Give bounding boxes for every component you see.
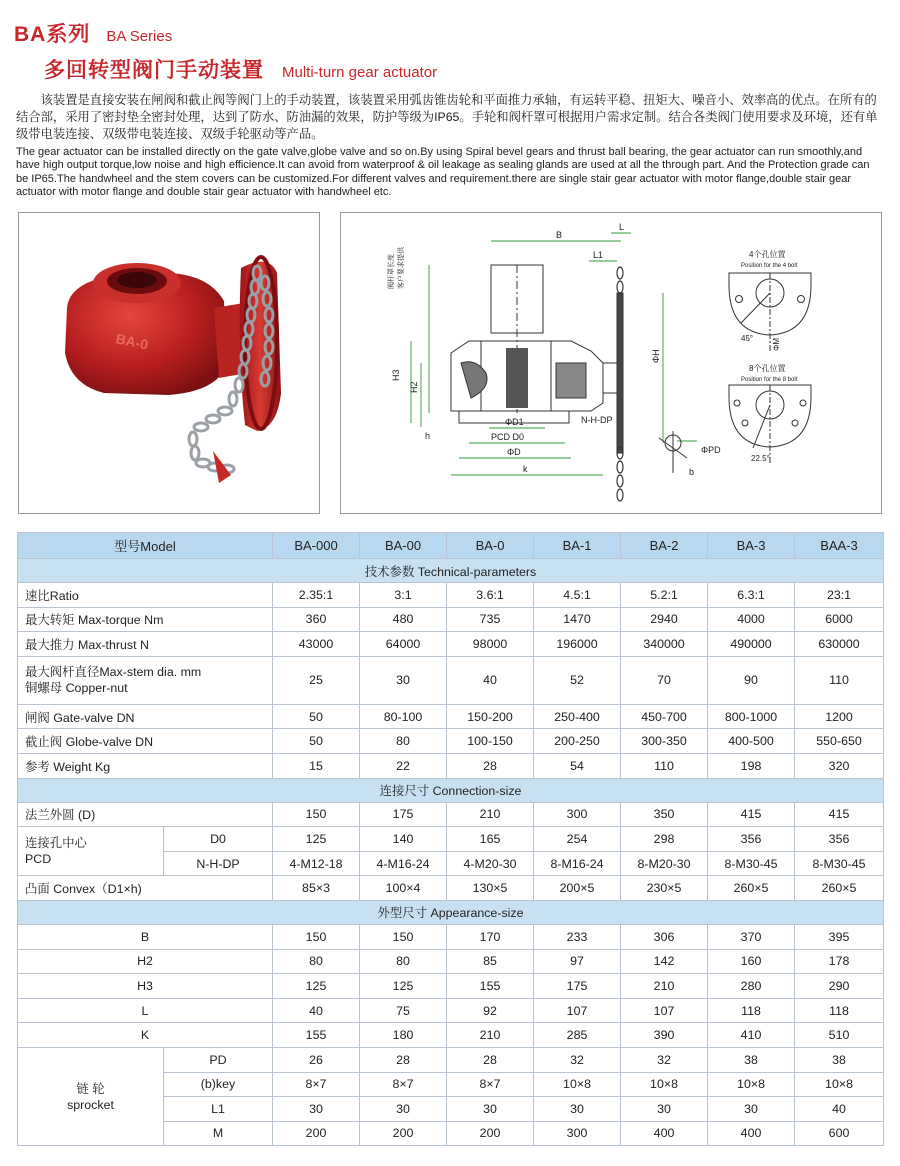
table-cell: 50 xyxy=(273,729,360,754)
table-cell: 254 xyxy=(534,827,621,852)
table-cell: 28 xyxy=(360,1047,447,1072)
label-phiD1: ΦD1 xyxy=(505,417,524,427)
table-cell: 350 xyxy=(621,802,708,827)
row-label: L xyxy=(18,998,273,1023)
table-cell: 480 xyxy=(360,607,447,632)
table-cell: 170 xyxy=(447,924,534,949)
table-cell: 360 xyxy=(273,607,360,632)
table-cell: 175 xyxy=(534,974,621,999)
row-label: 最大推力 Max-thrust N xyxy=(18,632,273,657)
table-cell: 340000 xyxy=(621,632,708,657)
table-cell: 196000 xyxy=(534,632,621,657)
table-cell: 180 xyxy=(360,1023,447,1048)
table-cell: 4000 xyxy=(708,607,795,632)
table-row xyxy=(18,632,884,657)
table-cell: 400 xyxy=(708,1121,795,1146)
table-cell: 4-M16-24 xyxy=(360,851,447,876)
table-cell: 3.6:1 xyxy=(447,583,534,608)
table-cell: 150 xyxy=(273,924,360,949)
table-row xyxy=(18,1047,884,1072)
table-cell: 8-M16-24 xyxy=(534,851,621,876)
table-row xyxy=(18,729,884,754)
table-cell: 356 xyxy=(795,827,884,852)
series-title-cn: BA系列 xyxy=(14,23,91,46)
description-en: The gear actuator can be installed directly on the gate valve,globe valve and so on.By using Spiral bevel gears and thrust ball bearing, the gear actuator can run smoothly,and have high output torque,low noise and high efficience.It can avoid from waterproof & oil leakage as sealing glands are used at all the through part. And the Protection grade can be IP65.The handwheel and the stem covers can be customized.For different valves and requirement.there are single stair gear actuator with motor flange,double stair gear actuator with motor flange and double stair gear actuator with handwheel etc. xyxy=(16,146,870,199)
table-cell: 8-M20-30 xyxy=(621,851,708,876)
section-row-appearance xyxy=(18,900,884,924)
table-row xyxy=(18,827,884,852)
table-row xyxy=(18,656,884,704)
table-row xyxy=(18,802,884,827)
spec-table xyxy=(17,532,884,1146)
table-cell: 4.5:1 xyxy=(534,583,621,608)
table-row xyxy=(18,704,884,729)
row-label: 法兰外圆 (D) xyxy=(18,802,273,827)
side-label-1: 阀杆罩长度 xyxy=(388,254,395,289)
model-col: BAA-3 xyxy=(795,533,884,559)
table-cell: 98000 xyxy=(447,632,534,657)
table-cell: 30 xyxy=(621,1097,708,1122)
table-cell: 30 xyxy=(447,1097,534,1122)
table-cell: 80 xyxy=(360,729,447,754)
table-cell: 198 xyxy=(708,753,795,778)
label-L: L xyxy=(619,222,625,232)
angle-22-label: 22.5° xyxy=(751,454,770,463)
table-cell: 54 xyxy=(534,753,621,778)
row-label-line: 链 轮 xyxy=(76,1081,105,1096)
row-label-line: 铜螺母 Copper-nut xyxy=(25,681,128,696)
table-cell: 280 xyxy=(708,974,795,999)
table-cell: 390 xyxy=(621,1023,708,1048)
table-cell: 118 xyxy=(708,998,795,1023)
table-cell: 260×5 xyxy=(795,876,884,901)
label-phiPD: ΦPD xyxy=(701,445,721,455)
table-cell: 80 xyxy=(360,949,447,974)
table-cell: 107 xyxy=(621,998,708,1023)
sub-label: (b)key xyxy=(164,1072,273,1097)
table-cell: 38 xyxy=(708,1047,795,1072)
phiM-label: ΦM xyxy=(772,337,781,351)
table-cell: 1200 xyxy=(795,704,884,729)
table-cell: 415 xyxy=(795,802,884,827)
table-cell: 22 xyxy=(360,753,447,778)
table-cell: 125 xyxy=(360,974,447,999)
angle-45-label: 45° xyxy=(741,334,754,343)
table-cell: 200 xyxy=(447,1121,534,1146)
section-title: 外型尺寸 Appearance-size xyxy=(18,900,884,924)
section-title: 技术参数 Technical-parameters xyxy=(18,559,884,583)
table-row xyxy=(18,924,884,949)
table-cell: 260×5 xyxy=(708,876,795,901)
table-cell: 450-700 xyxy=(621,704,708,729)
table-cell: 8×7 xyxy=(273,1072,360,1097)
table-cell: 118 xyxy=(795,998,884,1023)
table-cell: 110 xyxy=(621,753,708,778)
table-cell: 8-M30-45 xyxy=(708,851,795,876)
table-cell: 356 xyxy=(708,827,795,852)
table-row xyxy=(18,949,884,974)
table-cell: 8×7 xyxy=(447,1072,534,1097)
table-cell: 290 xyxy=(795,974,884,999)
label-b: b xyxy=(689,467,695,477)
table-cell: 43000 xyxy=(273,632,360,657)
row-label: 闸阀 Gate-valve DN xyxy=(18,704,273,729)
table-cell: 26 xyxy=(273,1047,360,1072)
side-label-2: 客户要求提供 xyxy=(398,247,405,289)
section-title: 连接尺寸 Connection-size xyxy=(18,778,884,802)
table-cell: 110 xyxy=(795,656,884,704)
table-cell: 300 xyxy=(534,802,621,827)
table-cell: 233 xyxy=(534,924,621,949)
table-cell: 150-200 xyxy=(447,704,534,729)
table-cell: 165 xyxy=(447,827,534,852)
table-cell: 30 xyxy=(360,656,447,704)
table-cell: 320 xyxy=(795,753,884,778)
table-row xyxy=(18,974,884,999)
table-cell: 40 xyxy=(447,656,534,704)
table-cell: 306 xyxy=(621,924,708,949)
row-label: 最大转矩 Max-torque Nm xyxy=(18,607,273,632)
table-cell: 140 xyxy=(360,827,447,852)
table-cell: 40 xyxy=(273,998,360,1023)
row-label xyxy=(18,1047,164,1145)
table-cell: 1470 xyxy=(534,607,621,632)
table-cell: 395 xyxy=(795,924,884,949)
bolt4-label-en: Position for the 4 bolt xyxy=(741,263,798,269)
table-cell: 30 xyxy=(360,1097,447,1122)
table-cell: 75 xyxy=(360,998,447,1023)
product-photo xyxy=(18,212,320,514)
description-cn: 该装置是直接安装在闸阀和截止阀等阀门上的手动装置，该装置采用弧齿锥齿轮和平面推力承轴，有运转平稳、扭矩大、噪音小、效率高的优点。在所有的结合部，采用了密封垫全密封处理，达到了防水、防油漏的效果，防护等级为IP65。手轮和阀杆罩可根据用户需求定制。结合各类阀门使用要求及环境，还有单级带电装连接、双级带电装连接、双级手轮驱动等产品。 xyxy=(16,93,878,141)
table-cell: 4-M20-30 xyxy=(447,851,534,876)
table-cell: 200×5 xyxy=(534,876,621,901)
series-heading xyxy=(14,18,172,48)
table-cell: 600 xyxy=(795,1121,884,1146)
product-heading xyxy=(44,54,437,84)
table-cell: 6.3:1 xyxy=(708,583,795,608)
row-label: 速比Ratio xyxy=(18,583,273,608)
row-label: 参考 Weight Kg xyxy=(18,753,273,778)
table-cell: 400 xyxy=(621,1121,708,1146)
table-row xyxy=(18,876,884,901)
table-cell: 38 xyxy=(795,1047,884,1072)
sub-label: D0 xyxy=(164,827,273,852)
table-cell: 250-400 xyxy=(534,704,621,729)
table-cell: 175 xyxy=(360,802,447,827)
table-cell: 5.2:1 xyxy=(621,583,708,608)
table-cell: 210 xyxy=(447,802,534,827)
label-phiH: ΦH xyxy=(651,349,661,363)
table-cell: 3:1 xyxy=(360,583,447,608)
sub-label: M xyxy=(164,1121,273,1146)
section-row-connection xyxy=(18,778,884,802)
row-label-line: PCD xyxy=(25,852,52,867)
product-title-cn: 多回转型阀门手动装置 xyxy=(44,59,264,82)
table-cell: 200 xyxy=(360,1121,447,1146)
table-cell: 630000 xyxy=(795,632,884,657)
label-B: B xyxy=(556,230,563,240)
table-cell: 97 xyxy=(534,949,621,974)
label-nhdp: N-H-DP xyxy=(581,415,613,425)
table-cell: 92 xyxy=(447,998,534,1023)
row-label xyxy=(18,827,164,876)
row-label: H2 xyxy=(18,949,273,974)
table-cell: 735 xyxy=(447,607,534,632)
table-cell: 8-M30-45 xyxy=(795,851,884,876)
table-cell: 150 xyxy=(360,924,447,949)
label-pcd-d0: PCD D0 xyxy=(491,432,525,442)
model-col: BA-3 xyxy=(708,533,795,559)
table-cell: 178 xyxy=(795,949,884,974)
table-cell: 298 xyxy=(621,827,708,852)
table-cell: 107 xyxy=(534,998,621,1023)
row-label: H3 xyxy=(18,974,273,999)
table-cell: 210 xyxy=(621,974,708,999)
table-cell: 40 xyxy=(795,1097,884,1122)
label-k: k xyxy=(523,464,528,474)
table-cell: 300 xyxy=(534,1121,621,1146)
table-row xyxy=(18,607,884,632)
row-label: K xyxy=(18,1023,273,1048)
table-cell: 50 xyxy=(273,704,360,729)
gear-actuator-illustration xyxy=(19,213,320,514)
table-row xyxy=(18,753,884,778)
table-cell: 130×5 xyxy=(447,876,534,901)
table-cell: 28 xyxy=(447,1047,534,1072)
dimension-drawing xyxy=(341,213,882,514)
model-col: BA-2 xyxy=(621,533,708,559)
bolt8-label-en: Position for the 8 bolt xyxy=(741,377,798,383)
table-cell: 23:1 xyxy=(795,583,884,608)
row-label-line: sprocket xyxy=(67,1097,114,1112)
table-cell: 490000 xyxy=(708,632,795,657)
table-header-row xyxy=(18,533,884,559)
row-label: 凸面 Convex（D1×h) xyxy=(18,876,273,901)
table-cell: 25 xyxy=(273,656,360,704)
table-cell: 28 xyxy=(447,753,534,778)
row-label-line: 连接孔中心 xyxy=(25,836,87,851)
table-cell: 160 xyxy=(708,949,795,974)
model-col: BA-0 xyxy=(447,533,534,559)
product-title-en: Multi-turn gear actuator xyxy=(282,64,438,81)
row-label: 截止阀 Globe-valve DN xyxy=(18,729,273,754)
table-cell: 800-1000 xyxy=(708,704,795,729)
table-cell: 4-M12-18 xyxy=(273,851,360,876)
table-cell: 8×7 xyxy=(360,1072,447,1097)
table-cell: 230×5 xyxy=(621,876,708,901)
table-cell: 300-350 xyxy=(621,729,708,754)
table-cell: 155 xyxy=(447,974,534,999)
row-label xyxy=(18,656,273,704)
label-H3: H3 xyxy=(391,369,401,381)
model-col: BA-00 xyxy=(360,533,447,559)
table-cell: 210 xyxy=(447,1023,534,1048)
header-model-label: 型号Model xyxy=(18,533,273,559)
model-col: BA-000 xyxy=(273,533,360,559)
table-cell: 410 xyxy=(708,1023,795,1048)
table-cell: 70 xyxy=(621,656,708,704)
table-row xyxy=(18,583,884,608)
table-row xyxy=(18,1023,884,1048)
table-cell: 200-250 xyxy=(534,729,621,754)
sub-label: PD xyxy=(164,1047,273,1072)
label-L1: L1 xyxy=(593,250,604,260)
section-row-technical xyxy=(18,559,884,583)
row-label: B xyxy=(18,924,273,949)
table-cell: 30 xyxy=(534,1097,621,1122)
table-cell: 85 xyxy=(447,949,534,974)
table-cell: 10×8 xyxy=(534,1072,621,1097)
table-cell: 155 xyxy=(273,1023,360,1048)
table-cell: 510 xyxy=(795,1023,884,1048)
table-cell: 52 xyxy=(534,656,621,704)
table-cell: 32 xyxy=(534,1047,621,1072)
table-cell: 400-500 xyxy=(708,729,795,754)
technical-drawing xyxy=(340,212,882,514)
label-phiD: ΦD xyxy=(507,447,521,457)
table-cell: 15 xyxy=(273,753,360,778)
table-cell: 90 xyxy=(708,656,795,704)
label-h: h xyxy=(425,431,431,441)
table-cell: 2940 xyxy=(621,607,708,632)
casting-mark: BA-0 xyxy=(114,330,150,353)
table-cell: 30 xyxy=(273,1097,360,1122)
model-col: BA-1 xyxy=(534,533,621,559)
bolt4-label-cn: 4个孔位置 xyxy=(749,250,786,259)
table-cell: 10×8 xyxy=(795,1072,884,1097)
table-cell: 30 xyxy=(708,1097,795,1122)
table-cell: 370 xyxy=(708,924,795,949)
table-row xyxy=(18,998,884,1023)
label-H2: H2 xyxy=(409,381,419,393)
table-cell: 85×3 xyxy=(273,876,360,901)
table-cell: 64000 xyxy=(360,632,447,657)
table-cell: 142 xyxy=(621,949,708,974)
table-cell: 100×4 xyxy=(360,876,447,901)
sub-label: N-H-DP xyxy=(164,851,273,876)
table-cell: 10×8 xyxy=(621,1072,708,1097)
table-cell: 6000 xyxy=(795,607,884,632)
table-cell: 32 xyxy=(621,1047,708,1072)
table-cell: 125 xyxy=(273,827,360,852)
series-title-en: BA Series xyxy=(106,28,173,45)
row-label-line: 最大阀杆直径Max-stem dia. mm xyxy=(25,665,202,680)
table-cell: 80 xyxy=(273,949,360,974)
table-cell: 125 xyxy=(273,974,360,999)
table-cell: 2.35:1 xyxy=(273,583,360,608)
table-cell: 100-150 xyxy=(447,729,534,754)
table-cell: 550-650 xyxy=(795,729,884,754)
table-cell: 285 xyxy=(534,1023,621,1048)
bolt8-label-cn: 8个孔位置 xyxy=(749,364,786,373)
table-cell: 200 xyxy=(273,1121,360,1146)
table-cell: 415 xyxy=(708,802,795,827)
sub-label: L1 xyxy=(164,1097,273,1122)
table-cell: 150 xyxy=(273,802,360,827)
table-cell: 10×8 xyxy=(708,1072,795,1097)
table-cell: 80-100 xyxy=(360,704,447,729)
